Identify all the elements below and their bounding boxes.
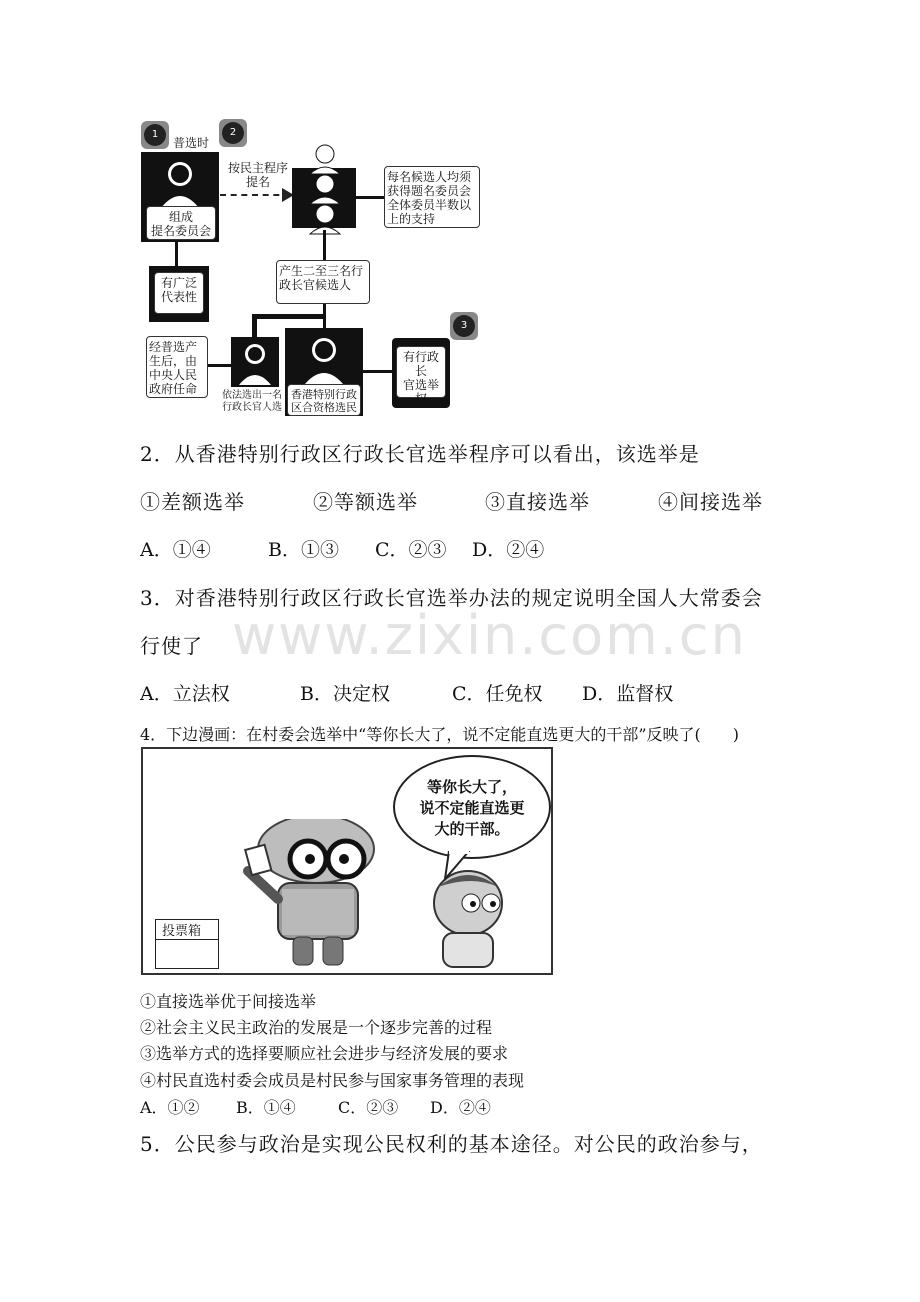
speech-bubble: 等你长大了， 说不定能直选更 大的干部。 <box>393 755 551 859</box>
box-right: 有行政长 官选举权 <box>396 346 446 398</box>
q3-stem-line2: 行使了 <box>140 634 203 658</box>
connector-broad <box>175 242 178 266</box>
connector-elected <box>252 314 324 319</box>
q3-choice-c[interactable]: C．任免权 <box>452 683 543 705</box>
q2-item-3: ③直接选举 <box>485 490 590 514</box>
q2-item-1: ①差额选举 <box>140 490 245 514</box>
q2-item-4: ④间接选举 <box>658 490 763 514</box>
q2-choice-d[interactable]: D．②④ <box>472 539 545 561</box>
person-icon <box>231 337 279 387</box>
ballot-box-label: 投票箱 <box>156 920 218 940</box>
box-broad: 有广泛 代表性 <box>154 272 204 314</box>
q2-item-2: ②等额选举 <box>313 490 418 514</box>
grandpa-figure-icon <box>238 819 408 969</box>
q4-choice-d[interactable]: D．②④ <box>430 1098 491 1117</box>
q4-stem: 4．下边漫画：在村委会选举中“等你长大了，说不定能直选更大的干部”反映了( ) <box>140 725 740 744</box>
connector-candidates <box>323 230 326 260</box>
box-voters: 香港特别行政 区合资格选民 <box>287 384 361 416</box>
label-universal-suffrage: 普选时 <box>173 136 210 150</box>
q5-stem: 5．公民参与政治是实现公民权利的基本途径。对公民的政治参与， <box>140 1132 763 1156</box>
q4-choice-c[interactable]: C．②③ <box>338 1098 399 1117</box>
box-candidates: 产生二至三名行 政长官候选人 <box>276 260 370 304</box>
q3-choice-d[interactable]: D．监督权 <box>582 683 674 705</box>
watermark: www.zixin.com.cn <box>232 604 747 667</box>
nominate-arrow <box>220 194 290 196</box>
badge-1: 1 <box>144 124 166 146</box>
badge-2: 2 <box>222 122 244 144</box>
q3-choice-b[interactable]: B．决定权 <box>300 683 390 705</box>
q4-item-1: ①直接选举优于间接选举 <box>140 992 317 1011</box>
child-figure-icon <box>413 867 523 969</box>
box-appoint: 经普选产 生后，由 中央人民 政府任命 <box>146 336 208 398</box>
q2-choice-b[interactable]: B．①③ <box>268 539 339 561</box>
q4-item-3: ③选举方式的选择要顺应社会进步与经济发展的要求 <box>140 1044 509 1063</box>
q3-choice-a[interactable]: A．立法权 <box>140 683 230 705</box>
q4-choice-b[interactable]: B．①④ <box>236 1098 296 1117</box>
person-icon <box>285 328 363 386</box>
q4-item-2: ②社会主义民主政治的发展是一个逐步完善的过程 <box>140 1018 493 1037</box>
bubble-tail-icon <box>443 851 473 881</box>
elected-panel <box>231 337 279 387</box>
connector-right <box>363 370 393 373</box>
q2-choice-a[interactable]: A．①④ <box>140 539 211 561</box>
box-support: 每名候选人均须 获得题名委员会 全体委员半数以 上的支持 <box>384 166 480 228</box>
q2-choice-c[interactable]: C．②③ <box>375 539 447 561</box>
q4-item-4: ④村民直选村委会成员是村民参与国家事务管理的表现 <box>140 1071 525 1090</box>
q3-stem-line1: 3．对香港特别行政区行政长官选举办法的规定说明全国人大常委会 <box>140 586 763 610</box>
label-elected: 依法选出一名 行政长官人选 <box>222 390 282 413</box>
q2-stem: 2．从香港特别行政区行政长官选举程序可以看出，该选举是 <box>140 442 700 466</box>
box-committee: 组成 提名委员会 <box>146 206 216 240</box>
nominees-icon <box>300 140 350 235</box>
connector-support <box>356 196 386 199</box>
badge-3: 3 <box>453 315 475 337</box>
q4-choice-a[interactable]: A．①② <box>140 1098 200 1117</box>
ballot-box <box>155 919 219 969</box>
cartoon-panel <box>141 747 553 975</box>
person-icon <box>141 152 219 212</box>
connector-elected-down <box>252 314 257 338</box>
label-nominate: 按民主程序 提名 <box>227 161 288 189</box>
connector-appoint <box>208 364 232 367</box>
